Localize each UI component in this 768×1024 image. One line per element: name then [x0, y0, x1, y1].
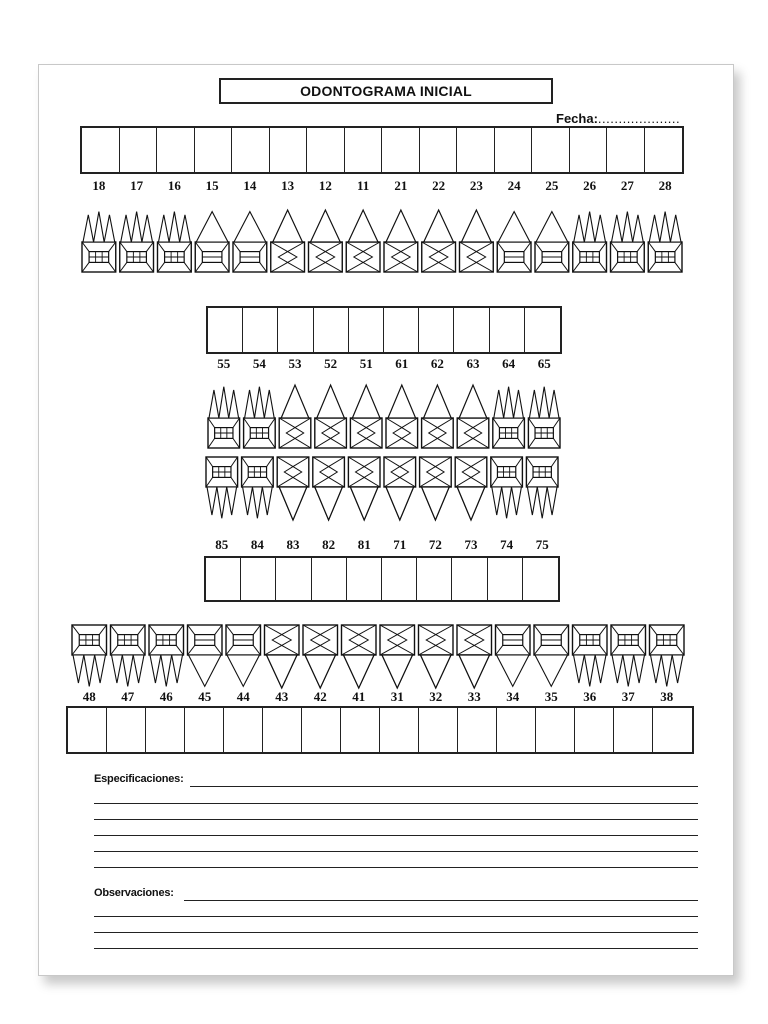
number-row-lower-child — [0, 537, 768, 553]
box-row-lower-adult — [66, 706, 694, 754]
box-row-upper-adult — [80, 126, 684, 174]
number-row-lower-adult — [0, 689, 768, 705]
tooth-number-28: 28 — [658, 178, 672, 193]
tooth-box-85[interactable] — [206, 558, 241, 600]
tooth-box-81[interactable] — [347, 558, 382, 600]
tooth-number-16: 16 — [167, 178, 181, 193]
tooth-box-75[interactable] — [523, 558, 558, 600]
date-label: Fecha: — [556, 111, 598, 126]
tooth-number-32: 32 — [429, 689, 443, 704]
tooth-number-21: 21 — [394, 178, 408, 193]
tooth-box-51[interactable] — [349, 308, 384, 352]
tooth-box-54[interactable] — [243, 308, 278, 352]
tooth-number-47: 47 — [121, 689, 135, 704]
tooth-number-22: 22 — [432, 178, 446, 193]
tooth-box-14[interactable] — [232, 128, 270, 172]
tooth-box-25[interactable] — [532, 128, 570, 172]
tooth-box-13[interactable] — [270, 128, 308, 172]
tooth-box-45[interactable] — [185, 708, 224, 752]
spec-line — [94, 803, 698, 804]
tooth-box-35[interactable] — [536, 708, 575, 752]
tooth-number-71: 71 — [393, 537, 407, 552]
observaciones-label: Observaciones: — [94, 887, 174, 899]
tooth-box-22[interactable] — [420, 128, 458, 172]
tooth-number-23: 23 — [469, 178, 483, 193]
tooth-number-61: 61 — [395, 356, 409, 371]
spec-line — [94, 819, 698, 820]
tooth-number-36: 36 — [583, 689, 597, 704]
tooth-number-81: 81 — [357, 537, 371, 552]
tooth-box-73[interactable] — [452, 558, 487, 600]
tooth-number-46: 46 — [159, 689, 173, 704]
tooth-box-18[interactable] — [82, 128, 120, 172]
tooth-box-64[interactable] — [490, 308, 525, 352]
tooth-number-51: 51 — [359, 356, 373, 371]
tooth-box-82[interactable] — [312, 558, 347, 600]
tooth-box-72[interactable] — [417, 558, 452, 600]
tooth-box-12[interactable] — [307, 128, 345, 172]
tooth-box-74[interactable] — [488, 558, 523, 600]
tooth-number-44: 44 — [236, 689, 250, 704]
number-row-upper-child — [0, 356, 768, 372]
tooth-box-83[interactable] — [276, 558, 311, 600]
tooth-box-42[interactable] — [302, 708, 341, 752]
tooth-box-37[interactable] — [614, 708, 653, 752]
tooth-box-53[interactable] — [278, 308, 313, 352]
tooth-box-43[interactable] — [263, 708, 302, 752]
tooth-box-21[interactable] — [382, 128, 420, 172]
tooth-number-55: 55 — [217, 356, 231, 371]
tooth-box-55[interactable] — [208, 308, 243, 352]
obs-line — [94, 916, 698, 917]
tooth-box-36[interactable] — [575, 708, 614, 752]
tooth-number-34: 34 — [506, 689, 520, 704]
tooth-number-26: 26 — [583, 178, 597, 193]
observaciones-line — [184, 900, 698, 901]
tooth-number-65: 65 — [537, 356, 551, 371]
tooth-box-17[interactable] — [120, 128, 158, 172]
tooth-number-52: 52 — [324, 356, 338, 371]
tooth-number-11: 11 — [356, 178, 370, 193]
tooth-box-44[interactable] — [224, 708, 263, 752]
tooth-box-23[interactable] — [457, 128, 495, 172]
especificaciones-line — [190, 786, 698, 787]
odontogram-sheet — [38, 64, 734, 976]
tooth-box-48[interactable] — [68, 708, 107, 752]
tooth-box-46[interactable] — [146, 708, 185, 752]
box-row-upper-child — [206, 306, 562, 354]
page-title: ODONTOGRAMA INICIAL — [219, 78, 553, 104]
tooth-box-47[interactable] — [107, 708, 146, 752]
date-value: .................... — [597, 111, 681, 126]
tooth-box-71[interactable] — [382, 558, 417, 600]
tooth-number-15: 15 — [205, 178, 219, 193]
tooth-number-42: 42 — [313, 689, 327, 704]
tooth-box-52[interactable] — [314, 308, 349, 352]
tooth-number-14: 14 — [243, 178, 257, 193]
tooth-box-11[interactable] — [345, 128, 383, 172]
obs-line — [94, 948, 698, 949]
tooth-number-84: 84 — [250, 537, 264, 552]
tooth-number-82: 82 — [322, 537, 336, 552]
tooth-box-38[interactable] — [653, 708, 692, 752]
tooth-box-34[interactable] — [497, 708, 536, 752]
tooth-box-15[interactable] — [195, 128, 233, 172]
tooth-box-65[interactable] — [525, 308, 560, 352]
tooth-number-73: 73 — [464, 537, 478, 552]
tooth-number-41: 41 — [352, 689, 366, 704]
tooth-number-13: 13 — [281, 178, 295, 193]
tooth-box-24[interactable] — [495, 128, 533, 172]
spec-line — [94, 835, 698, 836]
tooth-box-31[interactable] — [380, 708, 419, 752]
tooth-number-48: 48 — [82, 689, 96, 704]
tooth-number-37: 37 — [621, 689, 635, 704]
tooth-number-38: 38 — [660, 689, 674, 704]
tooth-number-45: 45 — [198, 689, 212, 704]
tooth-number-83: 83 — [286, 537, 300, 552]
tooth-box-26[interactable] — [570, 128, 608, 172]
tooth-number-72: 72 — [428, 537, 442, 552]
tooth-number-64: 64 — [502, 356, 516, 371]
tooth-box-62[interactable] — [419, 308, 454, 352]
tooth-box-84[interactable] — [241, 558, 276, 600]
box-row-lower-child — [204, 556, 560, 602]
tooth-number-33: 33 — [467, 689, 481, 704]
tooth-number-63: 63 — [466, 356, 480, 371]
tooth-number-12: 12 — [318, 178, 332, 193]
tooth-number-74: 74 — [500, 537, 514, 552]
tooth-number-25: 25 — [545, 178, 559, 193]
tooth-number-75: 75 — [535, 537, 549, 552]
tooth-number-53: 53 — [288, 356, 302, 371]
obs-line — [94, 932, 698, 933]
tooth-number-85: 85 — [215, 537, 229, 552]
tooth-box-32[interactable] — [419, 708, 458, 752]
tooth-number-54: 54 — [252, 356, 266, 371]
tooth-number-62: 62 — [430, 356, 444, 371]
tooth-box-28[interactable] — [645, 128, 683, 172]
spec-line — [94, 851, 698, 852]
tooth-box-41[interactable] — [341, 708, 380, 752]
tooth-number-27: 27 — [620, 178, 634, 193]
tooth-number-31: 31 — [390, 689, 404, 704]
tooth-number-43: 43 — [275, 689, 289, 704]
tooth-box-61[interactable] — [384, 308, 419, 352]
tooth-box-16[interactable] — [157, 128, 195, 172]
tooth-number-18: 18 — [92, 178, 106, 193]
tooth-box-33[interactable] — [458, 708, 497, 752]
especificaciones-label: Especificaciones: — [94, 773, 184, 785]
tooth-number-35: 35 — [544, 689, 558, 704]
tooth-number-24: 24 — [507, 178, 521, 193]
spec-line — [94, 867, 698, 868]
tooth-number-17: 17 — [130, 178, 144, 193]
tooth-box-63[interactable] — [454, 308, 489, 352]
number-row-upper-adult — [0, 178, 768, 194]
date-field — [556, 111, 680, 126]
tooth-box-27[interactable] — [607, 128, 645, 172]
